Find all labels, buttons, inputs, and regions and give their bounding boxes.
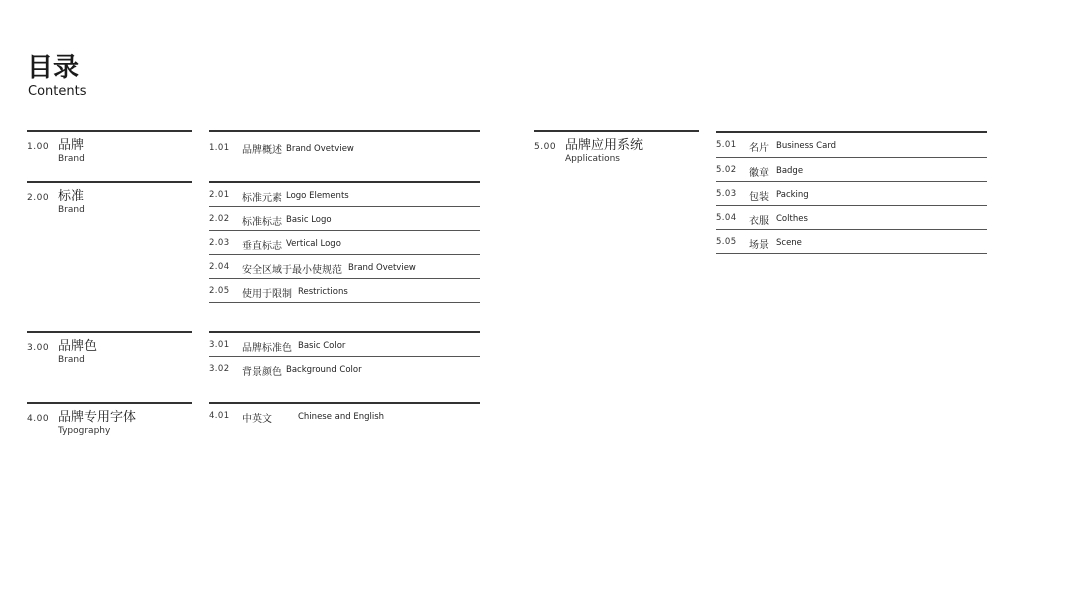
section-heading-4[interactable]: [27, 402, 192, 444]
section-title-zh: 品牌色: [58, 339, 98, 354]
section-items-2: [209, 181, 480, 303]
toc-item[interactable]: [209, 255, 480, 279]
toc-item-title-en: Restrictions: [298, 287, 348, 297]
toc-item-number: 5.02: [716, 165, 737, 175]
toc-item-title-zh: 场景: [749, 240, 769, 251]
page-subtitle: Contents: [28, 84, 87, 99]
section-heading-3[interactable]: [27, 331, 192, 373]
section-title-en: Brand: [58, 205, 85, 215]
section-title-en: Brand: [58, 154, 85, 164]
section-heading-5[interactable]: [534, 130, 699, 172]
section-items-1: [209, 130, 480, 162]
toc-item-title-zh: 安全区域于最小使规范: [242, 265, 342, 276]
page-title: 目录: [27, 53, 80, 83]
section-title-zh: 品牌应用系统: [565, 138, 644, 153]
toc-item-title-zh: 中英文: [242, 414, 272, 425]
section-heading-2[interactable]: [27, 181, 192, 223]
toc-item[interactable]: [716, 133, 987, 158]
toc-item-number: 5.04: [716, 213, 737, 223]
toc-item-number: 2.03: [209, 238, 230, 248]
section-number: 5.00: [534, 142, 557, 152]
toc-item[interactable]: [209, 207, 480, 231]
toc-item[interactable]: [209, 404, 480, 427]
toc-item-title-zh: 背景颜色: [242, 367, 282, 378]
section-title-en: Brand: [58, 355, 85, 365]
section-title-zh: 品牌专用字体: [58, 410, 137, 425]
toc-item-title-en: Basic Color: [298, 341, 346, 351]
toc-item-number: 1.01: [209, 143, 230, 153]
toc-item-number: 3.02: [209, 364, 230, 374]
toc-item-title-en: Basic Logo: [286, 215, 332, 225]
toc-item-title-en: Scene: [776, 238, 802, 248]
toc-item-title-en: Colthes: [776, 214, 808, 224]
section-items-5: [716, 131, 987, 254]
toc-item-number: 5.01: [716, 140, 737, 150]
toc-item-title-en: Business Card: [776, 141, 837, 151]
section-title-zh: 品牌: [58, 138, 85, 153]
toc-item-title-zh: 衣服: [749, 216, 769, 227]
toc-item-number: 2.05: [209, 286, 230, 296]
section-number: 4.00: [27, 414, 50, 424]
toc-item-title-zh: 标准标志: [242, 217, 282, 228]
section-items-3: [209, 331, 480, 380]
toc-item-number: 2.04: [209, 262, 230, 272]
section-number: 2.00: [27, 193, 50, 203]
toc-item-title-en: Logo Elements: [286, 191, 349, 201]
section-heading-1[interactable]: [27, 130, 192, 172]
toc-item-title-en: Brand Ovetview: [286, 144, 354, 154]
toc-item-number: 3.01: [209, 340, 230, 350]
toc-item-title-zh: 品牌概述: [242, 145, 282, 156]
toc-item-number: 4.01: [209, 411, 230, 421]
toc-item-title-zh: 使用于限制: [242, 289, 292, 300]
toc-item-number: 2.01: [209, 190, 230, 200]
section-title-zh: 标准: [58, 189, 85, 204]
toc-item-title-en: Vertical Logo: [286, 239, 341, 249]
section-title-en: Applications: [565, 154, 620, 164]
toc-item-title-zh: 品牌标准色: [242, 343, 292, 354]
toc-item[interactable]: [209, 183, 480, 207]
toc-item[interactable]: [209, 132, 480, 162]
toc-item[interactable]: [716, 158, 987, 182]
toc-item-title-en: Brand Ovetview: [348, 263, 416, 273]
toc-item-number: 2.02: [209, 214, 230, 224]
toc-item-title-zh: 徽章: [749, 168, 769, 179]
toc-item[interactable]: [716, 230, 987, 254]
toc-item-title-en: Background Color: [286, 365, 362, 375]
toc-item-number: 5.03: [716, 189, 737, 199]
section-items-4: [209, 402, 480, 427]
toc-item[interactable]: [209, 333, 480, 357]
toc-item[interactable]: [209, 279, 480, 303]
toc-item-title-zh: 标准元素: [242, 193, 282, 204]
section-number: 1.00: [27, 142, 50, 152]
toc-item-title-zh: 垂直标志: [242, 241, 282, 252]
toc-item[interactable]: [209, 231, 480, 255]
toc-item[interactable]: [716, 182, 987, 206]
toc-item-title-zh: 包装: [749, 192, 769, 203]
section-number: 3.00: [27, 343, 50, 353]
section-title-en: Typography: [58, 426, 111, 436]
toc-item[interactable]: [209, 357, 480, 380]
toc-item-title-en: Chinese and English: [298, 412, 385, 422]
toc-item[interactable]: [716, 206, 987, 230]
toc-item-number: 5.05: [716, 237, 737, 247]
toc-item-title-en: Badge: [776, 166, 804, 176]
toc-item-title-zh: 名片: [749, 143, 769, 154]
toc-item-title-en: Packing: [776, 190, 809, 200]
